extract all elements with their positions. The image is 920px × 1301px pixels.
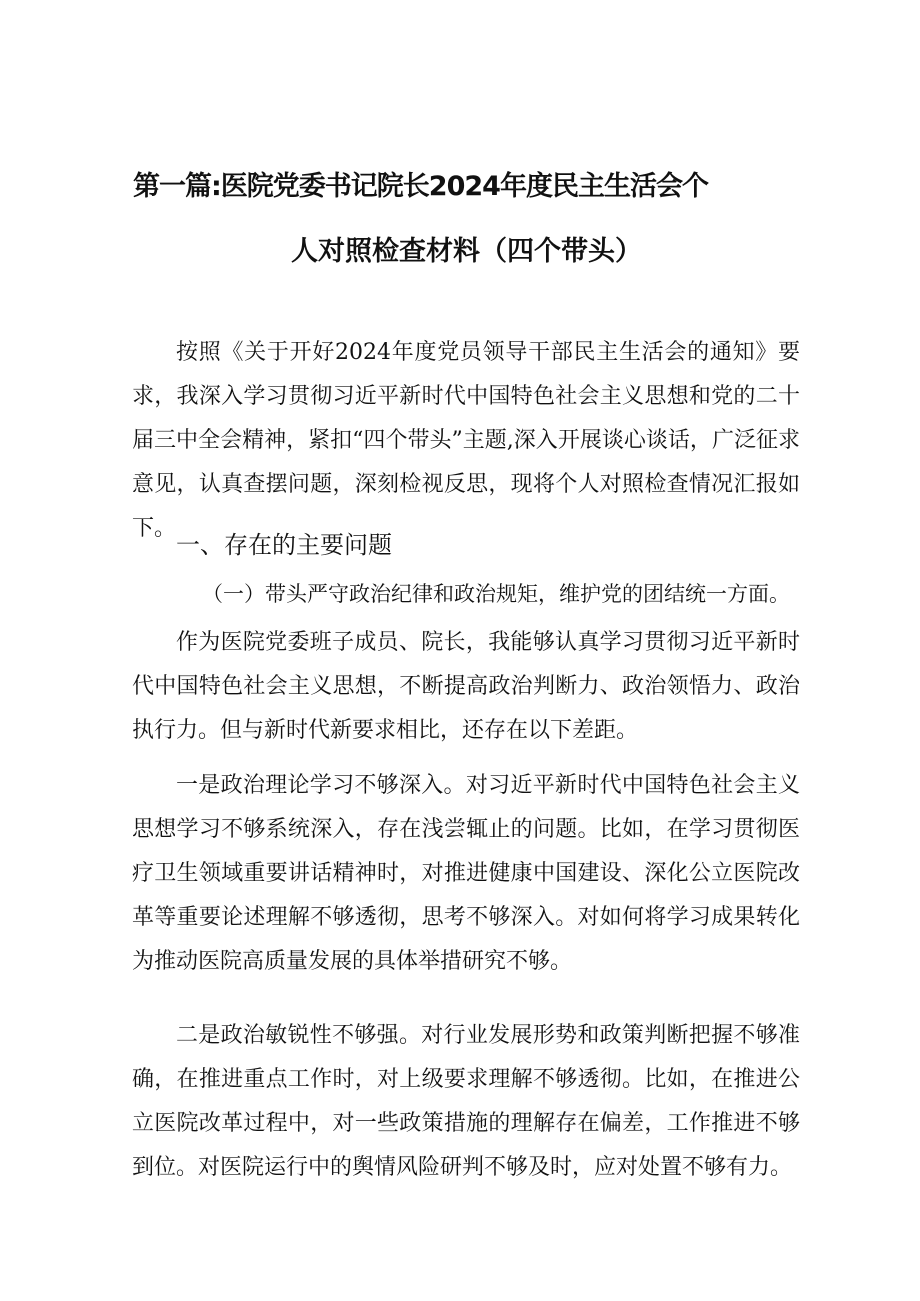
document-title-line-2: 人对照检查材料（四个带头） [291, 236, 642, 267]
body-paragraph: 二是政治敏锐性不够强。对行业发展形势和政策判断把握不够准确，在推进重点工作时，对上级要求理解不够透彻。比如，在推进公立医院改革过程中，对一些政策措施的理解存在偏差，工作推进不够到位。对医院运行中的舆情风险研判不够及时，应对处置不够有力。 [132, 1023, 800, 1180]
body-paragraph: 一是政治理论学习不够深入。对习近平新时代中国特色社会主义思想学习不够系统深入，存在浅尝辄止的问题。比如，在学习贯彻医疗卫生领域重要讲话精神时，对推进健康中国建设、深化公立医院改革等重要论述理解不够透彻，思考不够深入。对如何将学习成果转化为推动医院高质量发展的具体举措研究不够。 [132, 773, 800, 974]
document-title-line-1: 第一篇:医院党委书记院长2024年度民主生活会个 [133, 171, 708, 202]
body-paragraph: 作为医院党委班子成员、院长，我能够认真学习贯彻习近平新时代中国特色社会主义思想，不断提高政治判断力、政治领悟力、政治执行力。但与新时代新要求相比，还存在以下差距。 [132, 630, 800, 743]
section-heading: 一、存在的主要问题 [176, 531, 392, 559]
intro-paragraph: 按照《关于开好2024年度党员领导干部民主生活会的通知》要求，我深入学习贯彻习近平新时代中国特色社会主义思想和党的二十届三中全会精神，紧扣“四个带头”主题,深入开展谈心谈话，广泛征求意见，认真查摆问题，深刻检视反思，现将个人对照检查情况汇报如下。 [132, 340, 800, 541]
subsection-heading: （一）带头严守政治纪律和政治规矩，维护党的团结统一方面。 [202, 582, 790, 606]
